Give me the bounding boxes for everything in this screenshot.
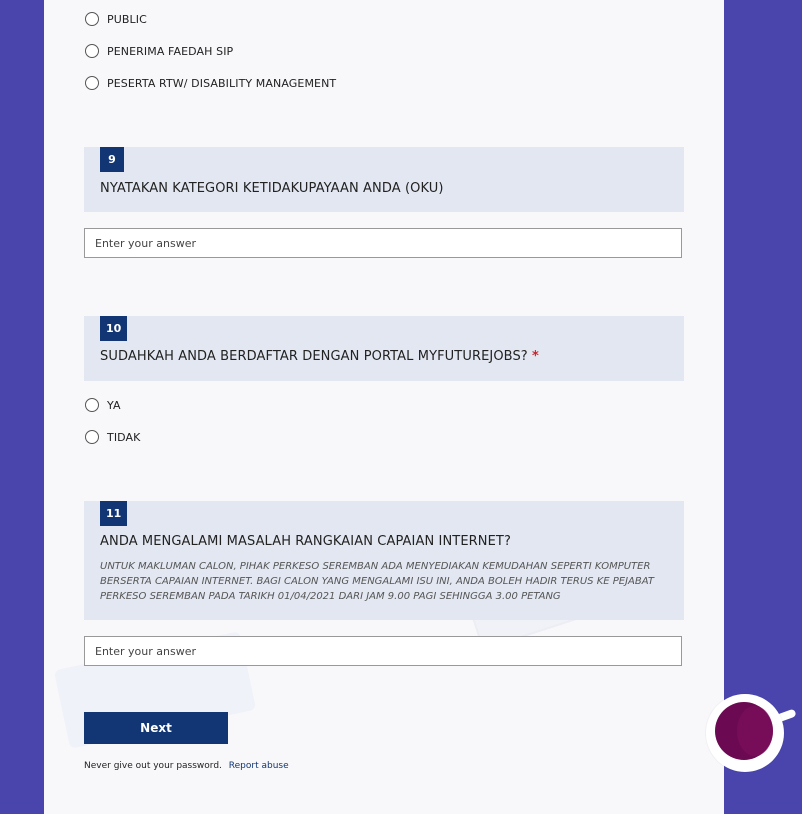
question-title: NYATAKAN KATEGORI KETIDAKUPAYAAN ANDA (OKU) <box>100 181 444 196</box>
radio-option-ya[interactable] <box>85 396 121 414</box>
question-9-answer-input[interactable] <box>84 228 682 258</box>
question-title: ANDA MENGALAMI MASALAH RANGKAIAN CAPAIAN INTERNET? <box>100 534 511 549</box>
required-asterisk: * <box>532 349 539 364</box>
radio-button[interactable] <box>85 44 99 58</box>
next-button[interactable]: Next <box>84 712 228 744</box>
radio-button[interactable] <box>85 430 99 444</box>
option-label: TIDAK <box>107 430 141 444</box>
option-label: PENERIMA FAEDAH SIP <box>107 44 234 58</box>
question-title-wrap <box>100 349 539 364</box>
question-number-badge: 10 <box>100 316 127 341</box>
question-9-header <box>84 147 684 212</box>
radio-button[interactable] <box>85 398 99 412</box>
radio-button[interactable] <box>85 12 99 26</box>
report-abuse-link[interactable]: Report abuse <box>228 761 289 771</box>
radio-option-public[interactable] <box>85 10 147 28</box>
radio-option-penerima-faedah-sip[interactable] <box>85 42 233 60</box>
question-11-header <box>84 501 684 620</box>
question-10-header <box>84 316 684 381</box>
option-label: PUBLIC <box>107 12 147 26</box>
question-title: SUDAHKAH ANDA BERDAFTAR DENGAN PORTAL MYFUTUREJOBS? <box>100 349 528 364</box>
answer-placeholder: Enter your answer <box>95 236 196 250</box>
option-label: YA <box>107 398 121 412</box>
question-number-badge: 11 <box>100 501 127 526</box>
option-label: PESERTA RTW/ DISABILITY MANAGEMENT <box>107 76 337 90</box>
coffee-cup-decoration <box>706 694 784 772</box>
question-11-answer-input[interactable] <box>84 636 682 666</box>
question-number-badge: 9 <box>100 147 124 172</box>
footer-text: Never give out your password. <box>84 761 222 771</box>
radio-option-peserta-rtw[interactable] <box>85 74 336 92</box>
coffee-decoration <box>715 702 773 760</box>
question-subtitle: UNTUK MAKLUMAN CALON, PIHAK PERKESO SEREMBAN ADA MENYEDIAKAN KEMUDAHAN SEPERTI KOMPUTER BERSERTA CAPAIAN INTERNET. BAGI CALON YANG MENGALAMI ISU INI, ANDA BOLEH HADIR TERUS KE PEJABAT PERKESO SEREMBAN PADA TARIKH 01/04/2021 DARI JAM 9.00 PAGI SEHINGGA 3.00 PETANG <box>100 561 654 602</box>
answer-placeholder: Enter your answer <box>95 644 196 658</box>
radio-option-tidak[interactable] <box>85 428 140 446</box>
footer <box>84 761 289 771</box>
radio-button[interactable] <box>85 76 99 90</box>
